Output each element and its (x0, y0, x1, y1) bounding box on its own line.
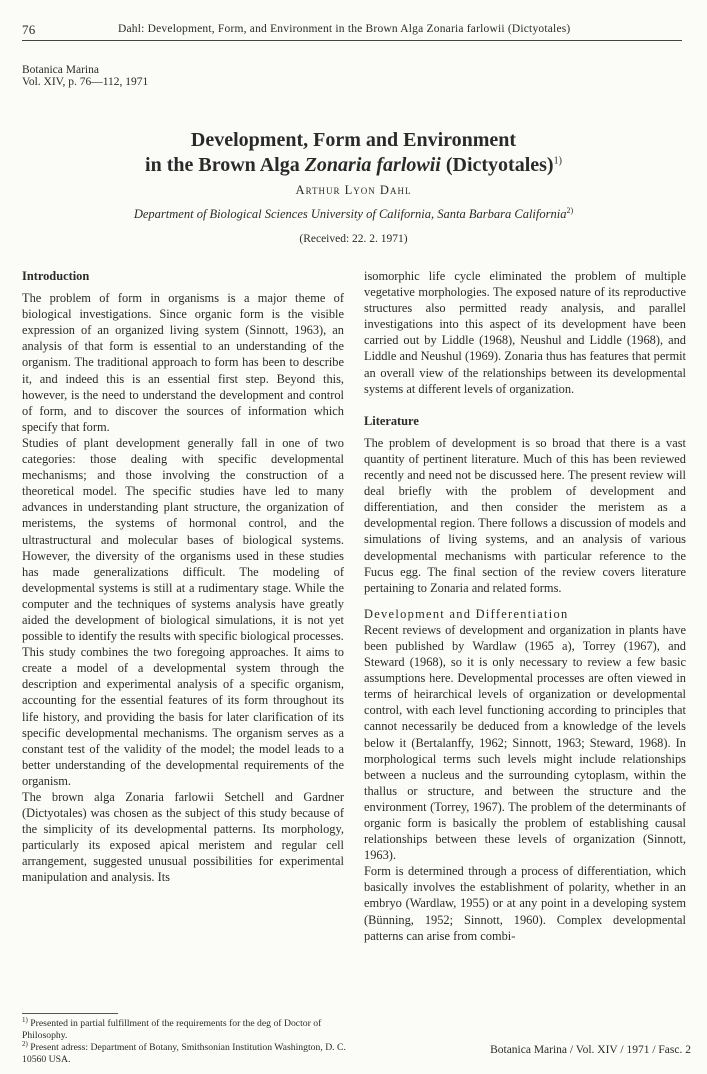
literature-paragraph: The problem of development is so broad that there is a vast quantity of pertinent literature. Much of this has been reviewed recently and need not be discussed here. The present review will deal briefly with the problem of development and differentiation, and then consider the meristem as a developmental region. There follows a discussion of models and simulations of living systems, and an analysis of various developmental mechanisms with particular reference to the Fucus egg. The final section of the review covers literature pertaining to Zonaria and related forms. (364, 435, 686, 595)
intro-paragraph-5: isomorphic life cycle eliminated the problem of multiple vegetative morphologies. The exposed nature of its reproductive structures also permitted ready analysis, and parallel investigations into this aspect of its development have been carried out by Liddle (1968), Neushul and Liddle (1968), and Liddle and Neushul (1969). Zonaria thus has features that permit an overall view of the relationships between its developmental systems at different levels of organization. (364, 269, 686, 396)
footnotes (22, 1015, 352, 1066)
journal-info (22, 64, 148, 88)
introduction-heading: Introduction (22, 269, 90, 283)
page-number: 76 (22, 22, 36, 37)
author-name: Arthur Lyon Dahl (295, 183, 412, 197)
title-line-2: in the Brown Alga Zonaria farlowii (Dictyotales)$^{1)}$ (145, 154, 562, 176)
right-column (364, 268, 686, 944)
journal-volume: Vol. XIV, p. 76—112, 1971 (22, 76, 149, 88)
journal-name: Botanica Marina (22, 64, 99, 76)
intro-paragraph-3: This study combines the two foregoing approaches. It aims to create a model of a developmental system through the description and experimental analysis of a specific organism, accounting for the essential features of its form throughout its life history, and providing the basis for later clarification of its specific developmental mechanisms. The organism serves as a constant test of the validity of the model; the model leads to a better understanding of the developmental requirements of the organism. (22, 645, 344, 788)
intro-paragraph-4: The brown alga Zonaria farlowii Setchell and Gardner (Dictyotales) was chosen as the subject of this study because of the simplicity of its developmental patterns. Its morphology, particularly its exposed apical meristem and regular cell arrangement, suggested unusual possibilities for experimental manipulation and analysis. Its (22, 790, 344, 885)
intro-paragraph-2: Studies of plant development generally fall in one of two categories: those dealing with specific developmental mechanisms; and those involving the construction of a theoretical model. The specific studies have led to many advances in understanding plant structure, the organization of meristems, the systems of hormonal control, and the ultrastructural and molecular bases of biological systems. However, the diversity of the organisms used in these studies has made generalizations difficult. The modeling of developmental systems is still at a rudimentary stage. While the computer and the techniques of systems analysis have greatly aided the development of biological simulations, it is not yet possible to identify the results with specific biological processes. (22, 435, 344, 644)
intro-paragraph-1: The problem of form in organisms is a major theme of biological investigations. Since organic form is the visible expression of an organized living system (Sinnott, 1963), an analysis of that form is essential to an understanding of the organism. The traditional approach to form has been to describe it, and indeed this is an essential first step. Beyond this, however, is the need to understand the development and control of form, and to discover the sources of information which specify that form. (22, 291, 344, 434)
literature-heading: Literature (364, 413, 419, 428)
title-line-1: Development, Form and Environment (190, 129, 517, 151)
affiliation-footnote-mark: 2) (566, 205, 574, 215)
header-rule (22, 40, 682, 41)
development-paragraph-2: Form is determined through a process of differentiation, which basically involves the establishment of polarity, whether in an embryo (Wardlaw, 1955) or at any point in a developing system (Bünning, 1952; Sinnott, 1960). Complex developmental patterns can arise from combi- (364, 864, 686, 943)
running-title: Dahl: Development, Form, and Environment in the Brown Alga Zonaria farlowii (Dictyotales) (118, 23, 571, 35)
footnote-1: $^{1)}$ Presented in partial fulfillment of the requirements for the deg of Doctor of Philosophy. (22, 1015, 322, 1041)
received-date: (Received: 22. 2. 1971) (299, 233, 408, 245)
author-affiliation: Department of Biological Sciences University of California, Santa Barbara California$^{2)}$ (133, 205, 574, 221)
title-species: Zonaria farlowii (304, 154, 441, 176)
development-paragraph-1: Recent reviews of development and organization in plants have been published by Wardlaw (1965 a), Torrey (1967), and Steward (1968), so it is only necessary to review a few basic assumptions here. Developmental processes are often viewed in terms of heirarchical levels of organization or developmental control, with each level functioning according to principles that cannot necessarily be deduced from a knowledge of the levels below it (Bertalanffy, 1962; Sinnott, 1963; Steward, 1968). In morphological terms such levels might include relationships between a nucleus and the surrounding cytoplasm, within the thallus or structure, and between the structure and the environment (Torrey, 1967). The problem of the determinants of organic form is basically the problem of establishing causal relationships between these levels of organization (Sinnott, 1963). (364, 622, 686, 863)
title-footnote-mark: 1) (553, 155, 562, 167)
development-heading: Development and Differentiation (364, 606, 569, 621)
footnote-rule (22, 1013, 118, 1014)
left-column (22, 268, 344, 886)
article-title (0, 128, 707, 178)
page-footer: Botanica Marina / Vol. XIV / 1971 / Fasc. 2 (490, 1044, 691, 1056)
footnote-2: $^{2)}$ Present adress: Department of Botany, Smithsonian Institution Washington, D. C. 10560 USA. (22, 1039, 346, 1065)
